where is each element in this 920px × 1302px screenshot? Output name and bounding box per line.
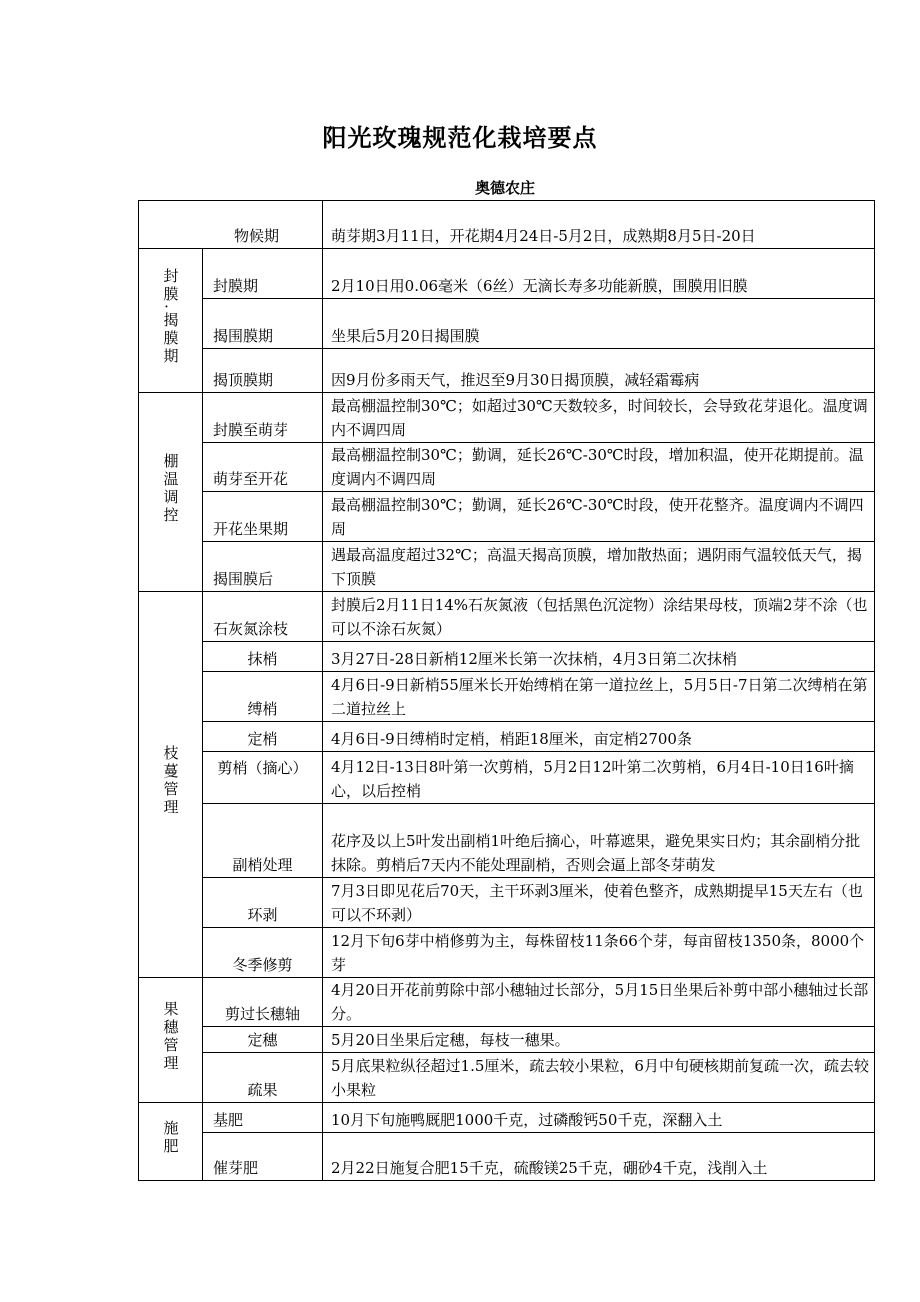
row-label: 物候期 bbox=[139, 201, 323, 249]
row-text: 因9月份多雨天气，推迟至9月30日揭顶膜，减轻霜霉病 bbox=[323, 349, 875, 393]
row-text: 7月3日即见花后70天，主干环剥3厘米，使着色整齐，成熟期提早15天左右（也可以不环剥） bbox=[323, 878, 875, 928]
cultivation-table bbox=[138, 200, 875, 1181]
row-text: 5月20日坐果后定穗，每枝一穗果。 bbox=[323, 1027, 875, 1053]
row-text: 3月27日-28日新梢12厘米长第一次抹梢，4月3日第二次抹梢 bbox=[323, 642, 875, 672]
table-row bbox=[139, 672, 875, 722]
category-label: 施肥 bbox=[161, 1120, 180, 1156]
table-row bbox=[139, 978, 875, 1027]
row-text: 5月底果粒纵径超过1.5厘米，疏去较小果粒，6月中旬硬核期前复疏一次，疏去较小果粒 bbox=[323, 1053, 875, 1103]
table-row bbox=[139, 642, 875, 672]
row-text: 2月22日施复合肥15千克，硫酸镁25千克，硼砂4千克，浅削入土 bbox=[323, 1133, 875, 1181]
category-label: 果穗管理 bbox=[161, 1000, 180, 1073]
row-text: 10月下旬施鸭厩肥1000千克，过磷酸钙50千克，深翻入土 bbox=[323, 1103, 875, 1133]
row-label: 萌芽至开花 bbox=[203, 443, 323, 492]
row-label: 石灰氮涂枝 bbox=[203, 592, 323, 642]
row-label: 封膜期 bbox=[203, 249, 323, 299]
table-row bbox=[139, 804, 875, 878]
row-text: 萌芽期3月11日，开花期4月24日-5月2日，成熟期8月5日-20日 bbox=[323, 201, 875, 249]
table-row bbox=[139, 492, 875, 542]
row-text: 4月6日-9日新梢55厘米长开始缚梢在第一道拉丝上，5月5日-7日第二次缚梢在第二道拉丝上 bbox=[323, 672, 875, 722]
row-text: 最高棚温控制30℃；勤调，延长26℃-30℃时段，使开花整齐。温度调内不调四周 bbox=[323, 492, 875, 542]
table-row bbox=[139, 722, 875, 752]
row-text: 花序及以上5叶发出副梢1叶绝后摘心，叶幕遮果，避免果实日灼；其余副梢分批抹除。剪梢后7天内不能处理副梢，否则会逼上部冬芽萌发 bbox=[323, 804, 875, 878]
category-vine bbox=[139, 592, 203, 978]
row-label: 剪梢（摘心） bbox=[203, 752, 323, 804]
row-label: 环剥 bbox=[203, 878, 323, 928]
row-text: 最高棚温控制30℃；如超过30℃天数较多，时间较长，会导致花芽退化。温度调内不调四周 bbox=[323, 393, 875, 443]
page-subtitle: 奥德农庄 bbox=[474, 179, 535, 197]
category-label: 封膜.揭膜期 bbox=[161, 268, 180, 366]
row-label: 揭顶膜期 bbox=[203, 349, 323, 393]
table-row bbox=[139, 542, 875, 592]
row-label: 揭围膜后 bbox=[203, 542, 323, 592]
table-row bbox=[139, 1027, 875, 1053]
row-text: 遇最高温度超过32℃；高温天揭高顶膜，增加散热面；遇阴雨气温较低天气，揭下顶膜 bbox=[323, 542, 875, 592]
table-row bbox=[139, 1133, 875, 1181]
table-row bbox=[139, 592, 875, 642]
row-label: 开花坐果期 bbox=[203, 492, 323, 542]
table-row bbox=[139, 299, 875, 349]
table-row bbox=[139, 1053, 875, 1103]
row-label: 冬季修剪 bbox=[203, 928, 323, 978]
table-row bbox=[139, 393, 875, 443]
row-text: 12月下旬6芽中梢修剪为主，每株留枝11条66个芽，每亩留枝1350条，8000个芽 bbox=[323, 928, 875, 978]
table-row bbox=[139, 1103, 875, 1133]
table-row bbox=[139, 878, 875, 928]
row-label: 抹梢 bbox=[203, 642, 323, 672]
category-fert bbox=[139, 1103, 203, 1181]
row-text: 4月20日开花前剪除中部小穗轴过长部分，5月15日坐果后补剪中部小穗轴过长部分。 bbox=[323, 978, 875, 1027]
row-label: 疏果 bbox=[203, 1053, 323, 1103]
category-label: 枝蔓管理 bbox=[161, 745, 180, 817]
category-film bbox=[139, 249, 203, 393]
category-cluster bbox=[139, 978, 203, 1103]
table-row bbox=[139, 928, 875, 978]
row-text: 2月10日用0.06毫米（6丝）无滴长寿多功能新膜，围膜用旧膜 bbox=[323, 249, 875, 299]
table-row bbox=[139, 349, 875, 393]
row-label: 定梢 bbox=[203, 722, 323, 752]
row-text: 封膜后2月11日14%石灰氮液（包括黑色沉淀物）涂结果母枝，顶端2芽不涂（也可以不涂石灰氮） bbox=[323, 592, 875, 642]
page-title: 阳光玫瑰规范化栽培要点 bbox=[322, 124, 598, 152]
table-row bbox=[139, 249, 875, 299]
category-label: 棚温调控 bbox=[161, 452, 180, 525]
row-label: 副梢处理 bbox=[203, 804, 323, 878]
row-label: 缚梢 bbox=[203, 672, 323, 722]
row-label: 基肥 bbox=[203, 1103, 323, 1133]
row-text: 坐果后5月20日揭围膜 bbox=[323, 299, 875, 349]
row-label: 定穗 bbox=[203, 1027, 323, 1053]
row-label: 催芽肥 bbox=[203, 1133, 323, 1181]
row-label: 剪过长穗轴 bbox=[203, 978, 323, 1027]
row-label: 揭围膜期 bbox=[203, 299, 323, 349]
table-row bbox=[139, 201, 875, 249]
category-temp bbox=[139, 393, 203, 592]
row-label: 封膜至萌芽 bbox=[203, 393, 323, 443]
table-row bbox=[139, 752, 875, 804]
row-text: 4月6日-9日缚梢时定梢，梢距18厘米，亩定梢2700条 bbox=[323, 722, 875, 752]
row-text: 最高棚温控制30℃；勤调，延长26℃-30℃时段，增加积温，使开花期提前。温度调内不调四周 bbox=[323, 443, 875, 492]
row-text: 4月12日-13日8叶第一次剪梢，5月2日12叶第二次剪梢，6月4日-10日16叶摘心，以后控梢 bbox=[323, 752, 875, 804]
table-row bbox=[139, 443, 875, 492]
